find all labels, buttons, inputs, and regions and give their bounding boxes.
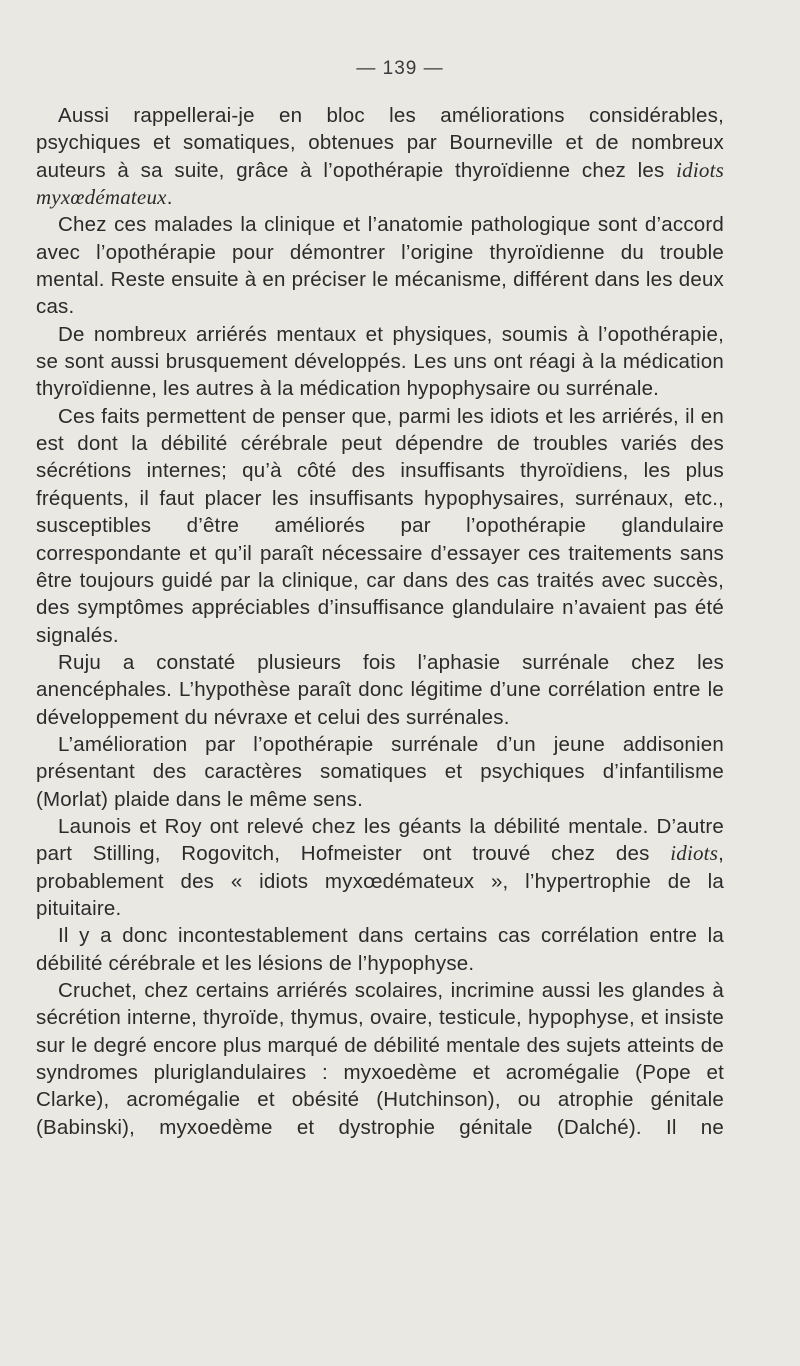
paragraph-1 [36, 102, 724, 211]
body-text [36, 102, 724, 1141]
page-number: — 139 — [356, 58, 444, 79]
paragraph-6: L’amélioration par l’opothérapie surrénale d’un jeune addisonien présentant des caractères somatiques et psychiques d’infantilisme (Morlat) plaide dans le même sens. [36, 732, 724, 811]
paragraph-2: Chez ces malades la clinique et l’anatomie pathologique sont d’accord avec l’opothérapie pour démontrer l’origine thyroïdienne du trouble mental. Reste ensuite à en préciser le mécanisme, différent dans les deux cas. [36, 213, 724, 319]
paragraph-7-italic: idiots [670, 841, 719, 866]
paragraph-8: Il y a donc incontestablement dans certains cas corrélation entre la débilité cérébrale et les lésions de l’hypophyse. [36, 924, 724, 975]
paragraph-7-end: , probablement des « idiots myxœdémateux », l’hypertrophie de la pituitaire. [36, 842, 724, 920]
paragraph-1-italic: idiots myxœdémateux [36, 157, 724, 210]
paragraph-4: Ces faits permettent de penser que, parmi les idiots et les arriérés, il en est dont la débilité cérébrale peut dépendre de troubles variés des sécrétions internes; qu’à côté des insuffisants thyroïdiens, les plus fréquents, il faut placer les insuffisants hypophysaires, surrénaux, etc., susceptibles d’être améliorés par l’opothérapie glandulaire correspondante et qu’il paraît nécessaire d’essayer ces traitements sans être toujours guidé par la clinique, car dans des cas traités avec succès, des symptômes appréciables d’insuffisance glandulaire n’avaient pas été signalés. [36, 404, 724, 647]
paragraph-3: De nombreux arriérés mentaux et physiques, soumis à l’opothérapie, se sont aussi brusquement développés. Les uns ont réagi à la médication thyroïdienne, les autres à la médication hypophysaire ou surrénale. [36, 322, 724, 401]
paragraph-1-end: . [166, 186, 173, 210]
paragraph-5: Ruju a constaté plusieurs fois l’aphasie surrénale chez les anencéphales. L’hypothèse paraît donc légitime d’une corrélation entre le développement du névraxe et celui des surrénales. [36, 650, 724, 729]
paragraph-1-text: Aussi rappellerai-je en bloc les améliorations considérables, psychiques et somatiques, obtenues par Bourneville et de nombreux auteurs à sa suite, grâce à l’opothérapie thyroïdienne chez les [36, 104, 724, 182]
paragraph-7 [36, 813, 724, 922]
paragraph-9: Cruchet, chez certains arriérés scolaires, incrimine aussi les glandes à sécrétion interne, thyroïde, thymus, ovaire, testicule, hypophyse, et insiste sur le degré encore plus marqué de débilité mentale des sujets atteints de syndromes pluriglandulaires : myxoedème et acromégalie (Pope et Clarke), acromégalie et obésité (Hutchinson), ou atrophie génitale (Babinski), myxoedème et dystrophie génitale (Dalché). Il ne [36, 979, 724, 1139]
paragraph-7-text: Launois et Roy ont relevé chez les géants la débilité mentale. D’autre part Stilling, Rogovitch, Hofmeister ont trouvé chez des [36, 814, 724, 866]
